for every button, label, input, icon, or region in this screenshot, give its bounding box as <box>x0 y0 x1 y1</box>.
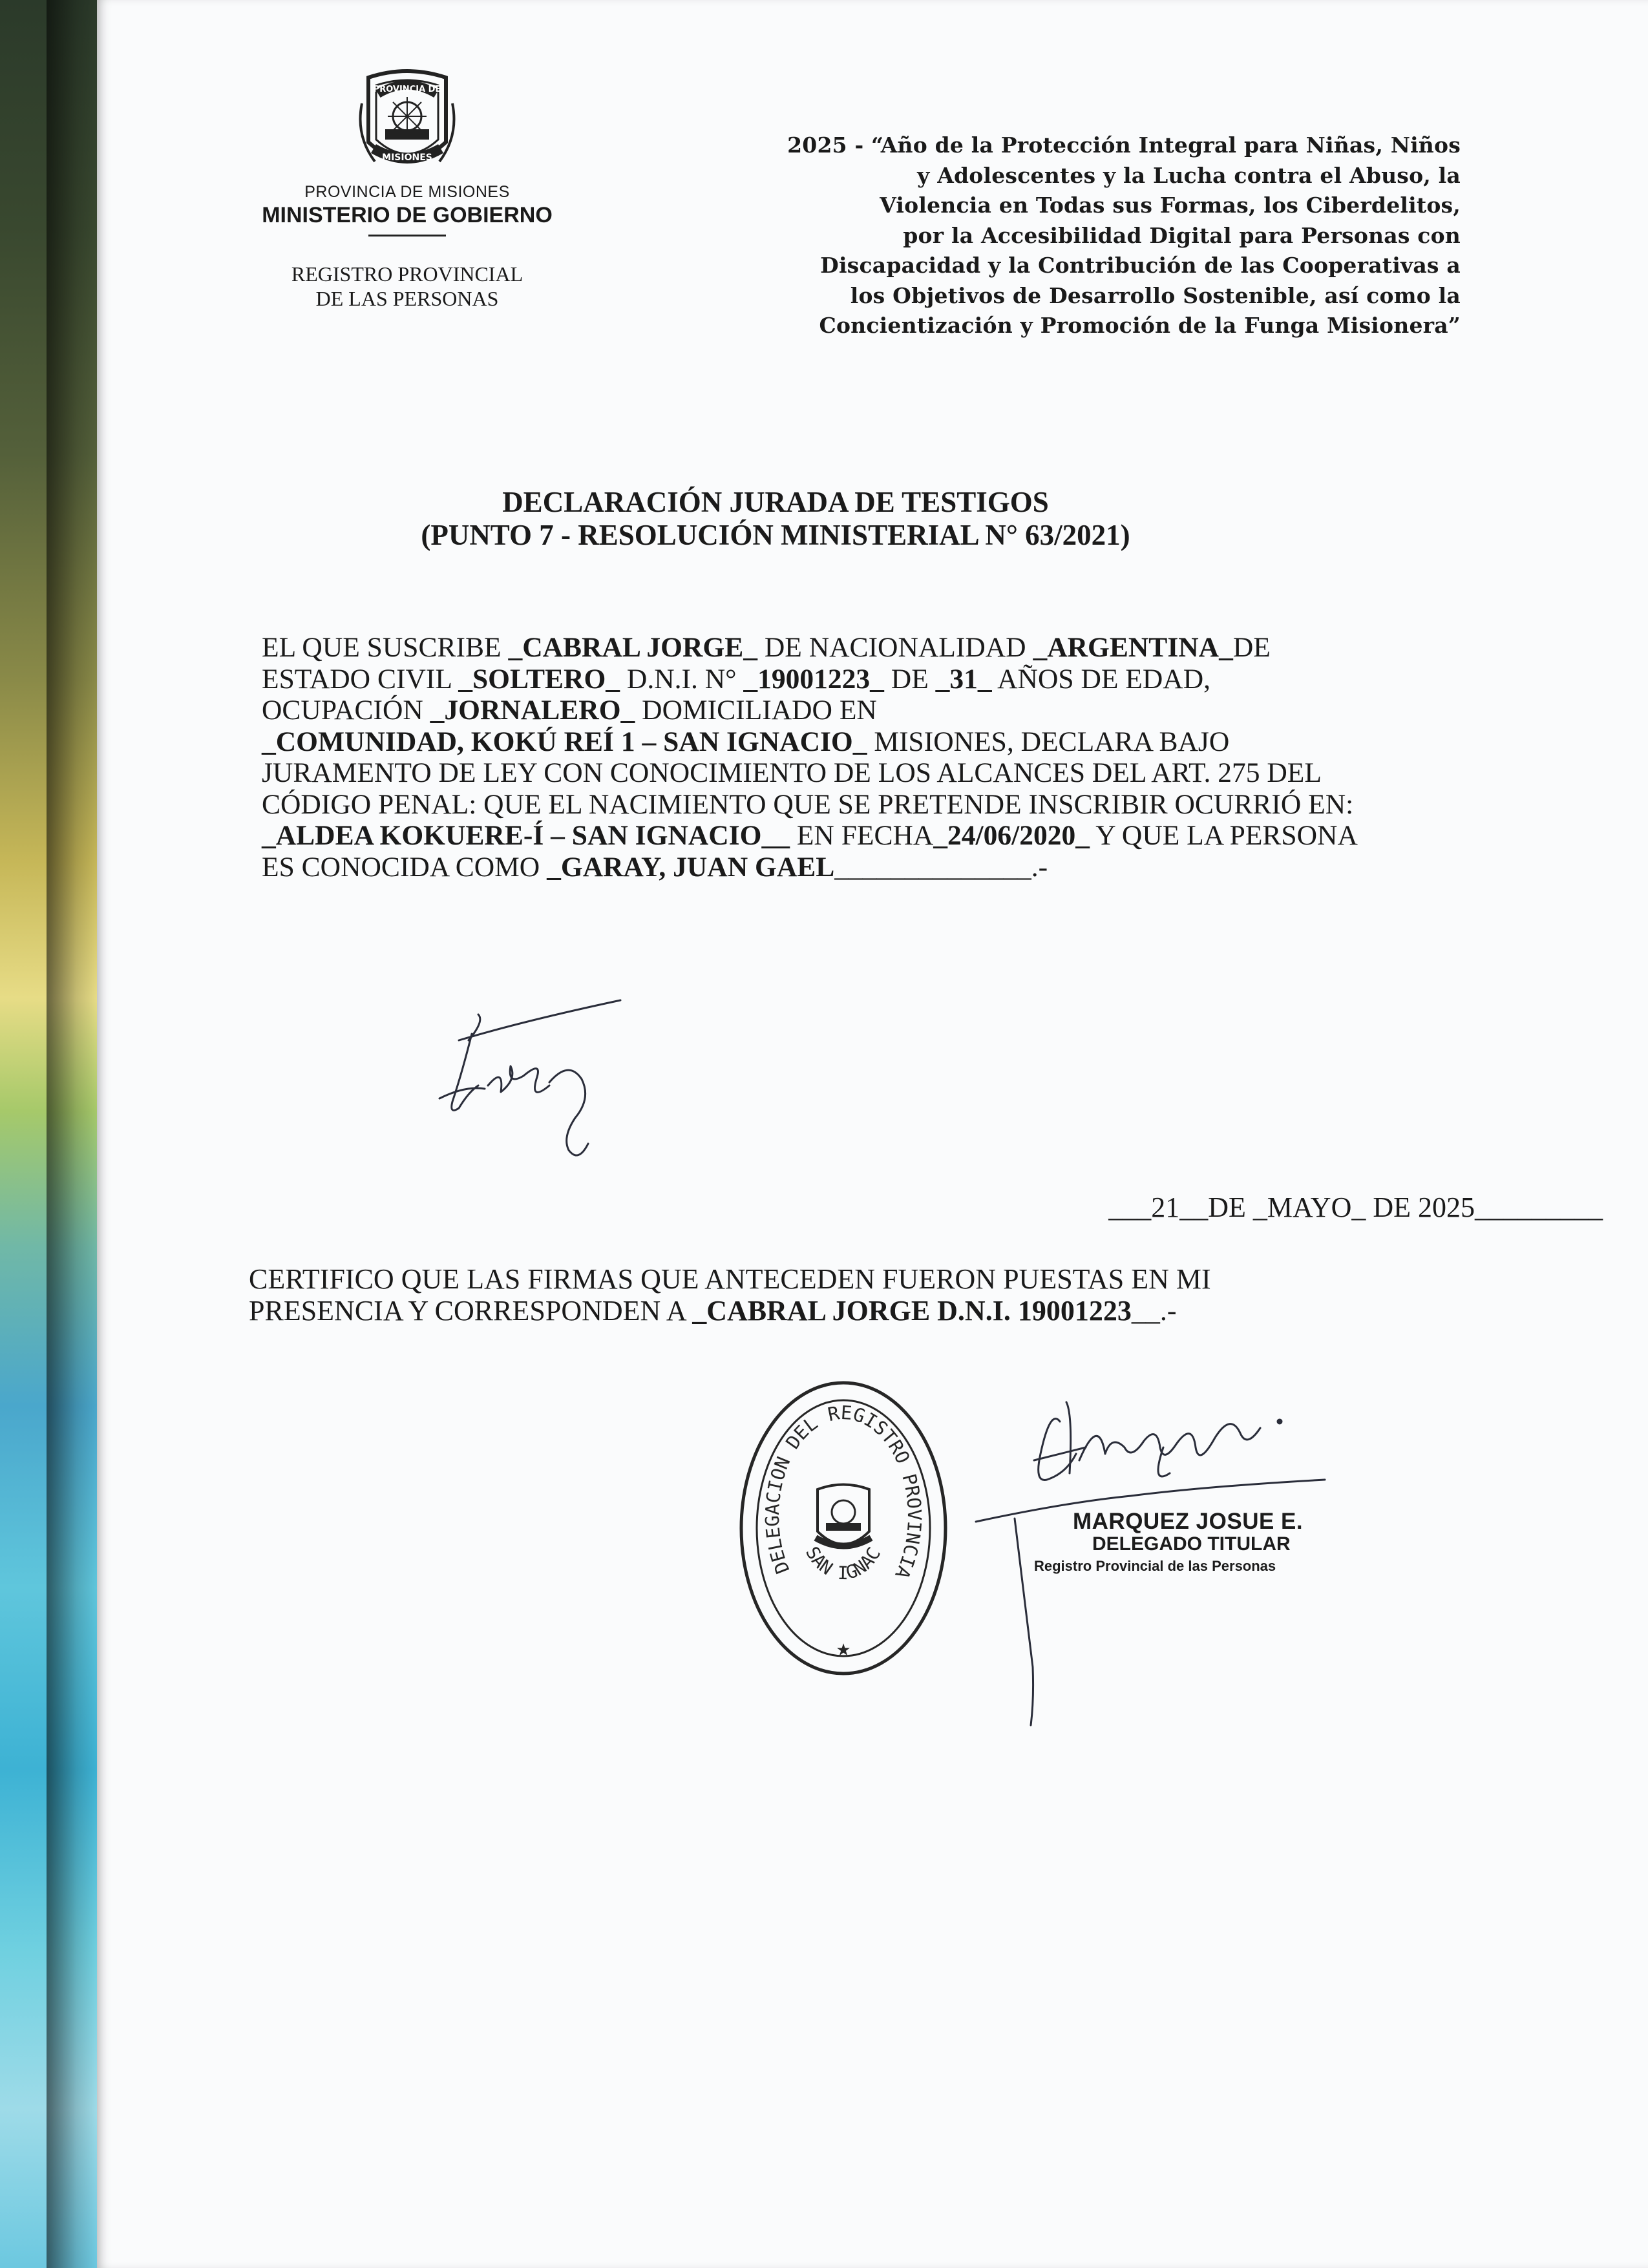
registry-name <box>265 262 549 311</box>
document-title <box>388 486 1163 552</box>
address-value: _COMUNIDAD, KOKÚ REÍ 1 – SAN IGNACIO_ <box>262 726 867 757</box>
seal-outer-text: DELEGACION DEL REGISTRO PROVINCIA <box>761 1401 926 1582</box>
registry-line-1: REGISTRO PROVINCIAL <box>291 262 523 286</box>
official-role: DELEGADO TITULAR <box>1092 1533 1291 1555</box>
birth-date-value: _24/06/2020_ <box>933 820 1090 851</box>
birth-place-value: _ALDEA KOKUERE-Í – SAN IGNACIO__ <box>262 820 790 851</box>
emblem-top-text: PROVINCIA DE <box>373 85 441 94</box>
registry-line-2: DE LAS PERSONAS <box>315 287 499 310</box>
scan-edge-strip <box>0 0 97 2268</box>
motto-line: 2025 - “Año de la Protección Integral para Niñas, Niños <box>787 132 1461 158</box>
motto-line: y Adolescentes y la Lucha contra el Abuso, la <box>917 162 1461 188</box>
motto-line: los Objetivos de Desarrollo Sostenible, así como la <box>850 282 1461 308</box>
declaration-body <box>262 632 1490 883</box>
official-name: MARQUEZ JOSUE E. <box>1073 1509 1304 1534</box>
certification-block <box>249 1263 1509 1327</box>
province-name: PROVINCIA DE MISIONES <box>304 183 510 201</box>
title-line-2: (PUNTO 7 - RESOLUCIÓN MINISTERIAL N° 63/2021) <box>421 519 1130 551</box>
title-line-1: DECLARACIÓN JURADA DE TESTIGOS <box>502 486 1049 518</box>
dni-value: _19001223_ <box>743 663 884 695</box>
official-name-stamp <box>1034 1509 1435 1575</box>
occupation-value: _JORNALERO_ <box>430 695 635 726</box>
certification-line: CERTIFICO QUE LAS FIRMAS QUE ANTECEDEN FUERON PUESTAS EN MI <box>249 1263 1211 1295</box>
provincia-de-misiones-coat-of-arms-icon <box>355 65 459 181</box>
declaration-line: JURAMENTO DE LEY CON CONOCIMIENTO DE LOS ALCANCES DEL ART. 275 DEL <box>262 757 1322 788</box>
emblem-bottom-text: MISIONES <box>382 152 432 163</box>
motto-line: por la Accesibilidad Digital para Personas con <box>903 222 1461 248</box>
nationality-value: _ARGENTINA_ <box>1033 632 1233 663</box>
year-motto <box>679 131 1461 341</box>
motto-line: Concientización y Promoción de la Funga Misionera” <box>819 313 1461 338</box>
declaration-line: _COMUNIDAD, KOKÚ REÍ 1 – SAN IGNACIO_ MISIONES, DECLARA BAJO <box>262 726 1230 757</box>
declaration-line: CÓDIGO PENAL: QUE EL NACIMIENTO QUE SE PRETENDE INSCRIBIR OCURRIÓ EN: <box>262 788 1354 820</box>
seal-star: ★ <box>836 1641 851 1659</box>
civil-status-value: _SOLTERO_ <box>458 663 620 695</box>
ministry-name: MINISTERIO DE GOBIERNO <box>262 203 553 227</box>
official-oval-seal-icon <box>737 1376 950 1680</box>
organization-block <box>233 183 582 236</box>
handwritten-signature-icon <box>355 989 646 1163</box>
certified-person: _CABRAL JORGE D.N.I. 19001223 <box>692 1295 1132 1327</box>
declarant-name: _CABRAL JORGE_ <box>508 632 757 663</box>
svg-text:DELEGACION DEL REGISTRO PROVIN <box>737 1376 925 1582</box>
declaration-line: OCUPACIÓN _JORNALERO_ DOMICILIADO EN <box>262 695 877 726</box>
declaration-line: ES CONOCIDA COMO _GARAY, JUAN GAEL______________.- <box>262 851 1048 883</box>
motto-line: Discapacidad y la Contribución de las Cooperativas a <box>820 253 1461 278</box>
motto-line: Violencia en Todas sus Formas, los Ciberdelitos, <box>880 193 1461 218</box>
official-organization: Registro Provincial de las Personas <box>1034 1558 1276 1574</box>
declaration-line: EL QUE SUSCRIBE _CABRAL JORGE_ DE NACIONALIDAD _ARGENTINA_DE <box>262 632 1271 663</box>
age-value: _31_ <box>935 663 992 695</box>
date-line: ___21__DE _MAYO_ DE 2025_________ <box>1108 1192 1603 1223</box>
document-page <box>97 0 1648 2268</box>
declaration-line: ESTADO CIVIL _SOLTERO_ D.N.I. N° _19001223_ DE _31_ AÑOS DE EDAD, <box>262 663 1210 695</box>
known-as-value: _GARAY, JUAN GAEL <box>547 851 835 883</box>
declaration-line: _ALDEA KOKUERE-Í – SAN IGNACIO__ EN FECHA_24/06/2020_ Y QUE LA PERSONA <box>262 820 1358 851</box>
header-divider <box>368 235 446 236</box>
seal-inner-text: SAN IGNAC <box>801 1542 885 1584</box>
certification-line: PRESENCIA Y CORRESPONDEN A _CABRAL JORGE D.N.I. 19001223__.- <box>249 1295 1177 1327</box>
